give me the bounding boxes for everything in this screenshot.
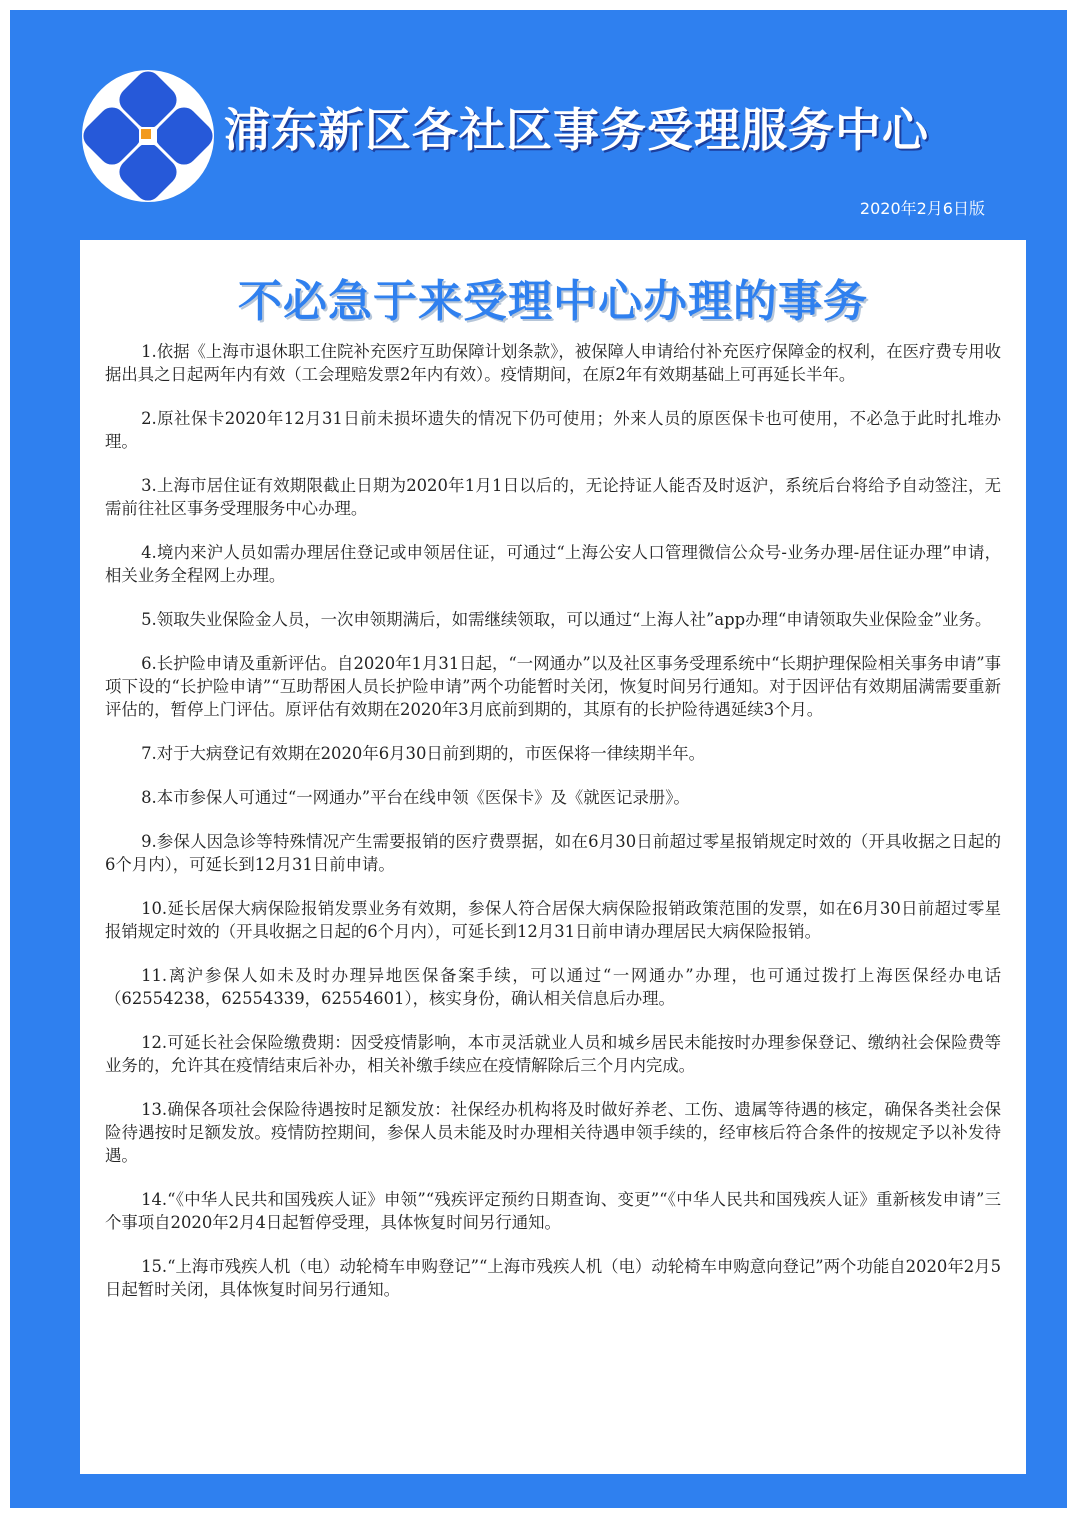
notice-panel: [80, 240, 1026, 1474]
notice-item: 4.境内来沪人员如需办理居住登记或申领居住证，可通过“上海公安人口管理微信公众号-业务办理-居住证办理”申请，相关业务全程网上办理。: [105, 543, 1001, 585]
notice-item: 2.原社保卡2020年12月31日前未损坏遗失的情况下仍可使用；外来人员的原医保卡也可使用，不必急于此时扎堆办理。: [105, 409, 1001, 451]
notice-items: [105, 340, 1001, 1322]
notice-item: 3.上海市居住证有效期限截止日期为2020年1月1日以后的，无论持证人能否及时返沪，系统后台将给予自动签注，无需前往社区事务受理服务中心办理。: [105, 476, 1001, 518]
notice-item: 15.“上海市残疾人机（电）动轮椅车申购登记”“上海市残疾人机（电）动轮椅车申购意向登记”两个功能自2020年2月5日起暂时关闭，具体恢复时间另行通知。: [105, 1257, 1001, 1299]
notice-item: 11.离沪参保人如未及时办理异地医保备案手续，可以通过“一网通办”办理，也可通过拨打上海医保经办电话（62554238，62554339，62554601），核实身份，确认相关信息后办理。: [105, 966, 1001, 1008]
notice-item: 14.“《中华人民共和国残疾人证》申领”“残疾评定预约日期查询、变更”“《中华人民共和国残疾人证》重新核发申请”三个事项自2020年2月4日起暂停受理，具体恢复时间另行通知。: [105, 1190, 1001, 1232]
notice-title: 不必急于来受理中心办理的事务: [238, 276, 868, 327]
notice-item: 1.依据《上海市退休职工住院补充医疗互助保障计划条款》，被保障人申请给付补充医疗保障金的权利，在医疗费专用收据出具之日起两年内有效（工会理赔发票2年内有效）。疫情期间，在原2年有效期基础上可再延长半年。: [105, 342, 1001, 384]
notice-item: 6.长护险申请及重新评估。自2020年1月31日起，“一网通办”以及社区事务受理系统中“长期护理保险相关事务申请”事项下设的“长护险申请”“互助帮困人员长护险申请”两个功能暂时关闭，恢复时间另行通知。对于因评估有效期届满需要重新评估的，暂停上门评估。原评估有效期在2020年3月底前到期的，其原有的长护险待遇延续3个月。: [105, 654, 1001, 719]
community-service-logo-icon: [80, 68, 216, 204]
poster-frame: [10, 10, 1067, 1508]
notice-item: 9.参保人因急诊等特殊情况产生需要报销的医疗费票据，如在6月30日前超过零星报销规定时效的（开具收据之日起的6个月内），可延长到12月31日前申请。: [105, 832, 1001, 874]
notice-item: 8.本市参保人可通过“一网通办”平台在线申领《医保卡》及《就医记录册》。: [141, 788, 690, 807]
notice-item: 12.可延长社会保险缴费期：因受疫情影响，本市灵活就业人员和城乡居民未能按时办理参保登记、缴纳社会保险费等业务的，允许其在疫情结束后补办，相关补缴手续应在疫情解除后三个月内完成。: [105, 1033, 1001, 1075]
org-title: 浦东新区各社区事务受理服务中心: [224, 103, 929, 157]
notice-item: 5.领取失业保险金人员，一次申领期满后，如需继续领取，可以通过“上海人社”app办理“申请领取失业保险金”业务。: [141, 610, 992, 629]
notice-item: 10.延长居保大病保险报销发票业务有效期，参保人符合居保大病保险报销政策范围的发票，如在6月30日前超过零星报销规定时效的（开具收据之日起的6个月内），可延长到12月31日前申请办理居民大病保险报销。: [105, 899, 1001, 941]
notice-item: 13.确保各项社会保险待遇按时足额发放：社保经办机构将及时做好养老、工伤、遗属等待遇的核定，确保各类社会保险待遇按时足额发放。疫情防控期间，参保人员未能及时办理相关待遇申领手续的，经审核后符合条件的按规定予以补发待遇。: [105, 1100, 1001, 1165]
edition-date: 2020年2月6日版: [859, 199, 985, 218]
notice-item: 7.对于大病登记有效期在2020年6月30日前到期的，市医保将一律续期半年。: [141, 744, 706, 763]
